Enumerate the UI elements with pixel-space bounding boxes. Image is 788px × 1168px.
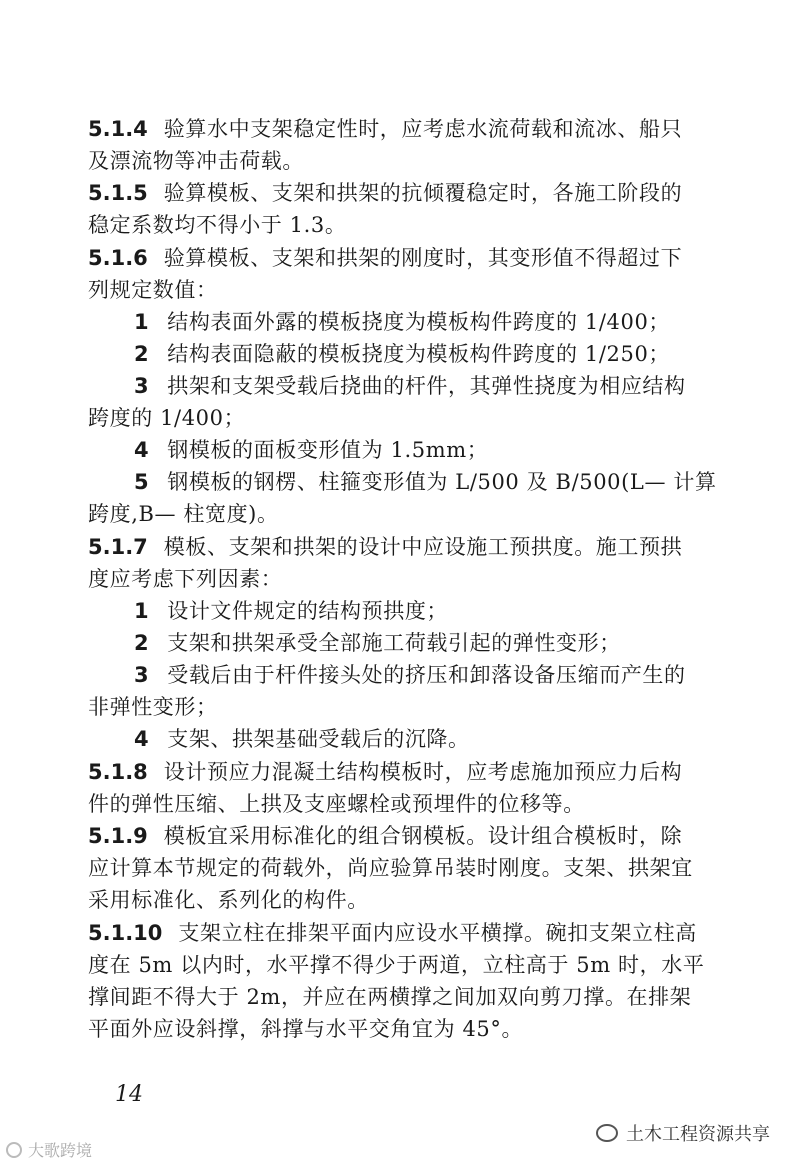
clause-number: 5.1.10 [88, 921, 163, 945]
clause-text: 验算模板、支架和拱架的刚度时，其变形值不得超过下 [163, 246, 683, 270]
item-text: 结构表面外露的模板挠度为模板构件跨度的 1/400； [167, 310, 671, 334]
clause-text-line: 度在 5m 以内时，水平撑不得少于两道，立柱高于 5m 时，水平 [88, 953, 705, 977]
clause-text-line: 度应考虑下列因素： [88, 567, 283, 591]
clause-text: 验算模板、支架和拱架的抗倾覆稳定时，各施工阶段的 [163, 181, 683, 205]
logo-icon [6, 1142, 22, 1158]
list-item [134, 435, 754, 465]
item-number: 4 [134, 727, 150, 751]
clause-text-line: 列规定数值： [88, 278, 218, 302]
item-number: 2 [134, 631, 150, 655]
item-text: 支架、拱架基础受载后的沉降。 [167, 727, 470, 751]
item-number: 1 [134, 310, 150, 334]
clause-number: 5.1.4 [88, 117, 148, 141]
list-item [134, 339, 754, 369]
item-number: 2 [134, 342, 150, 366]
clause-5-1-6 [88, 243, 708, 273]
clause-5-1-9 [88, 821, 708, 851]
list-item [134, 371, 754, 401]
item-number: 3 [134, 374, 150, 398]
list-item [134, 596, 754, 626]
clause-text: 支架立柱在排架平面内应设水平横撑。碗扣支架立柱高 [178, 921, 697, 945]
clause-number: 5.1.6 [88, 246, 148, 270]
watermark-text: 土木工程资源共享 [626, 1124, 770, 1145]
clause-text-line: 及漂流物等冲击荷载。 [88, 149, 304, 173]
item-text-line: 跨度的 1/400； [88, 406, 246, 430]
item-text-line: 跨度,B— 柱宽度)。 [88, 502, 279, 526]
item-text: 钢模板的钢楞、柱箍变形值为 L/500 及 B/500(L— 计算 [167, 470, 717, 494]
watermark-right [596, 1120, 770, 1146]
item-text: 结构表面隐蔽的模板挠度为模板构件跨度的 1/250； [167, 342, 671, 366]
page-number: 14 [115, 1082, 143, 1107]
item-number: 1 [134, 599, 150, 623]
item-text: 拱架和支架受载后挠曲的杆件，其弹性挠度为相应结构 [167, 374, 686, 398]
clause-5-1-8 [88, 757, 708, 787]
clause-text-line: 撑间距不得大于 2m，并应在两横撑之间加双向剪刀撑。在排架 [88, 985, 692, 1009]
clause-number: 5.1.7 [88, 535, 148, 559]
item-number: 5 [134, 470, 150, 494]
clause-5-1-10 [88, 918, 708, 948]
item-text: 设计文件规定的结构预拱度； [167, 599, 449, 623]
clause-text: 验算水中支架稳定性时，应考虑水流荷载和流冰、船只 [163, 117, 683, 141]
watermark-text: 大歌跨境 [28, 1141, 93, 1160]
clause-5-1-4 [88, 114, 708, 144]
list-item [134, 628, 754, 658]
clause-text: 模板宜采用标准化的组合钢模板。设计组合模板时，除 [163, 824, 683, 848]
clause-text-line: 采用标准化、系列化的构件。 [88, 888, 369, 912]
clause-5-1-5 [88, 178, 708, 208]
list-item [134, 307, 754, 337]
clause-5-1-7 [88, 532, 708, 562]
clause-text: 模板、支架和拱架的设计中应设施工预拱度。施工预拱 [163, 535, 683, 559]
item-text: 支架和拱架承受全部施工荷载引起的弹性变形； [167, 631, 621, 655]
item-text-line: 非弹性变形； [88, 695, 218, 719]
clause-text-line: 应计算本节规定的荷载外，尚应验算吊装时刚度。支架、拱架宜 [88, 856, 693, 880]
clause-text-line: 平面外应设斜撑，斜撑与水平交角宜为 45°。 [88, 1017, 524, 1041]
wechat-icon [596, 1124, 618, 1142]
item-number: 4 [134, 438, 150, 462]
item-text: 受载后由于杆件接头处的挤压和卸落设备压缩而产生的 [167, 663, 686, 687]
item-text: 钢模板的面板变形值为 1.5mm； [167, 438, 489, 462]
clause-text: 设计预应力混凝土结构模板时，应考虑施加预应力后构 [163, 760, 683, 784]
watermark-left [6, 1138, 92, 1161]
list-item [134, 724, 754, 754]
list-item [134, 467, 754, 497]
clause-text-line: 稳定系数均不得小于 1.3。 [88, 213, 347, 237]
clause-text-line: 件的弹性压缩、上拱及支座螺栓或预埋件的位移等。 [88, 792, 585, 816]
clause-number: 5.1.5 [88, 181, 148, 205]
list-item [134, 660, 754, 690]
clause-number: 5.1.9 [88, 824, 148, 848]
item-number: 3 [134, 663, 150, 687]
clause-number: 5.1.8 [88, 760, 148, 784]
